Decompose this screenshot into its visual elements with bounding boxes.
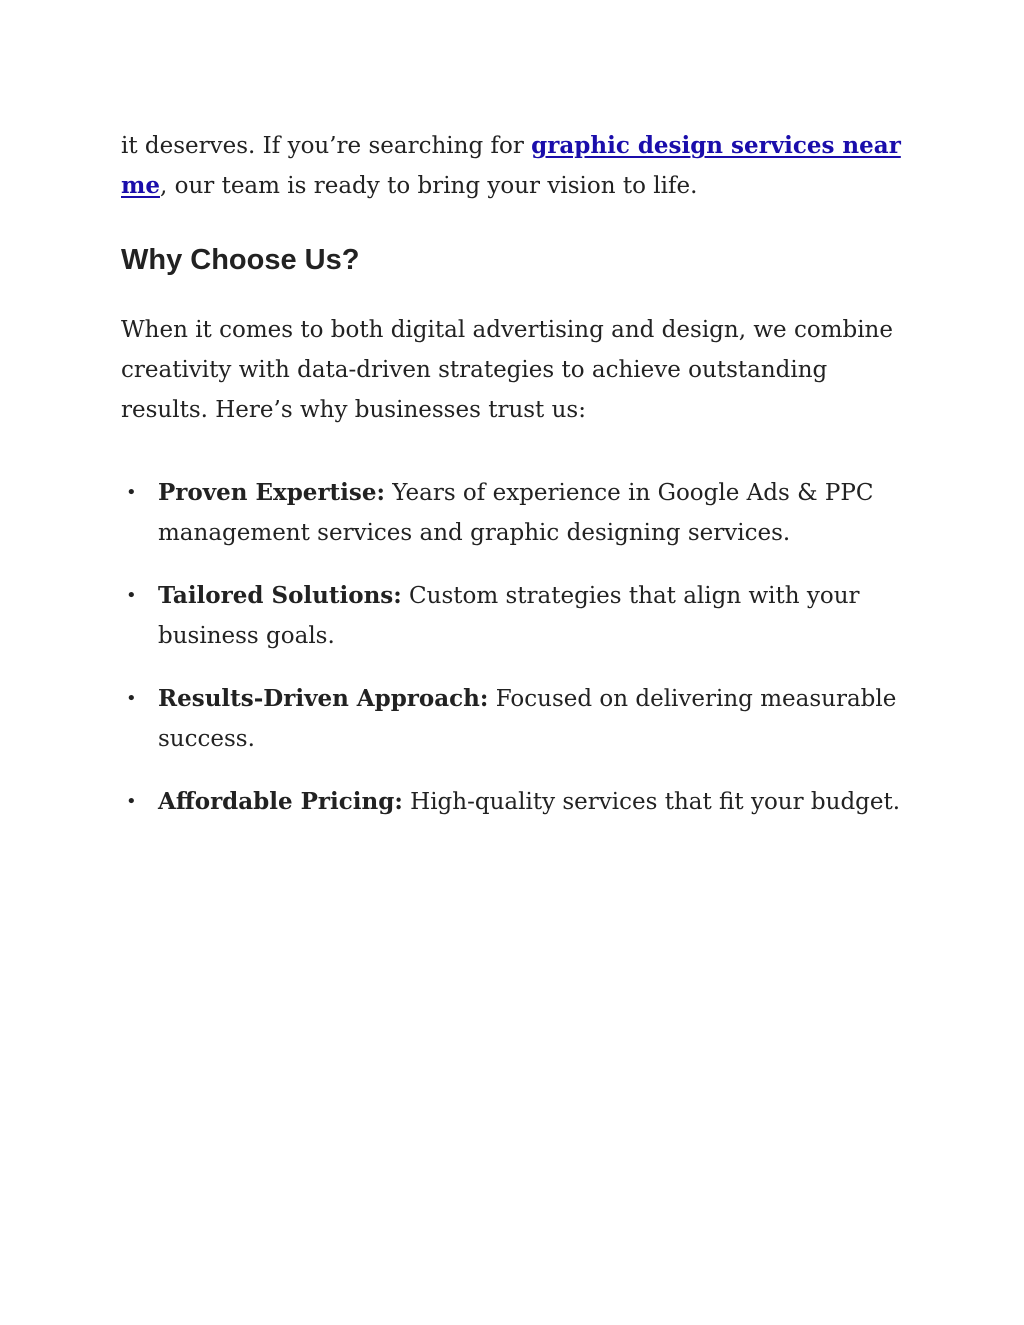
list-item-title: Proven Expertise: [158,479,385,506]
list-item [121,679,901,759]
document-page [121,126,901,845]
list-item-title: Affordable Pricing: [158,788,403,815]
list-item-description: Focused on delivering measurable success. [158,686,897,752]
opening-text-before-link: it deserves. If you’re searching for [121,133,532,159]
list-item-description: Custom strategies that align with your business goals. [158,583,860,649]
list-item-description: Years of experience in Google Ads & PPC management services and graphic designing services. [158,480,874,546]
opening-paragraph [121,126,901,206]
section-intro: When it comes to both digital advertising and design, we combine creativity with data-driven strategies to achieve outstanding results. Here’s why businesses trust us: [121,317,893,423]
list-item [121,576,901,656]
graphic-design-services-link[interactable]: graphic design services near me [121,132,901,199]
bullet-icon: • [126,688,137,709]
benefits-list [121,473,901,822]
section-heading: Why Choose Us? [121,244,360,276]
list-item-title: Results-Driven Approach: [158,685,489,712]
list-item-title: Tailored Solutions: [158,582,402,609]
opening-text-after-link: , our team is ready to bring your vision to life. [159,173,698,199]
bullet-icon: • [126,585,137,606]
list-item [121,473,901,553]
bullet-icon: • [126,482,137,503]
list-item-description: High-quality services that fit your budget. [402,789,901,815]
list-item [121,782,901,822]
bullet-icon: • [126,791,137,812]
